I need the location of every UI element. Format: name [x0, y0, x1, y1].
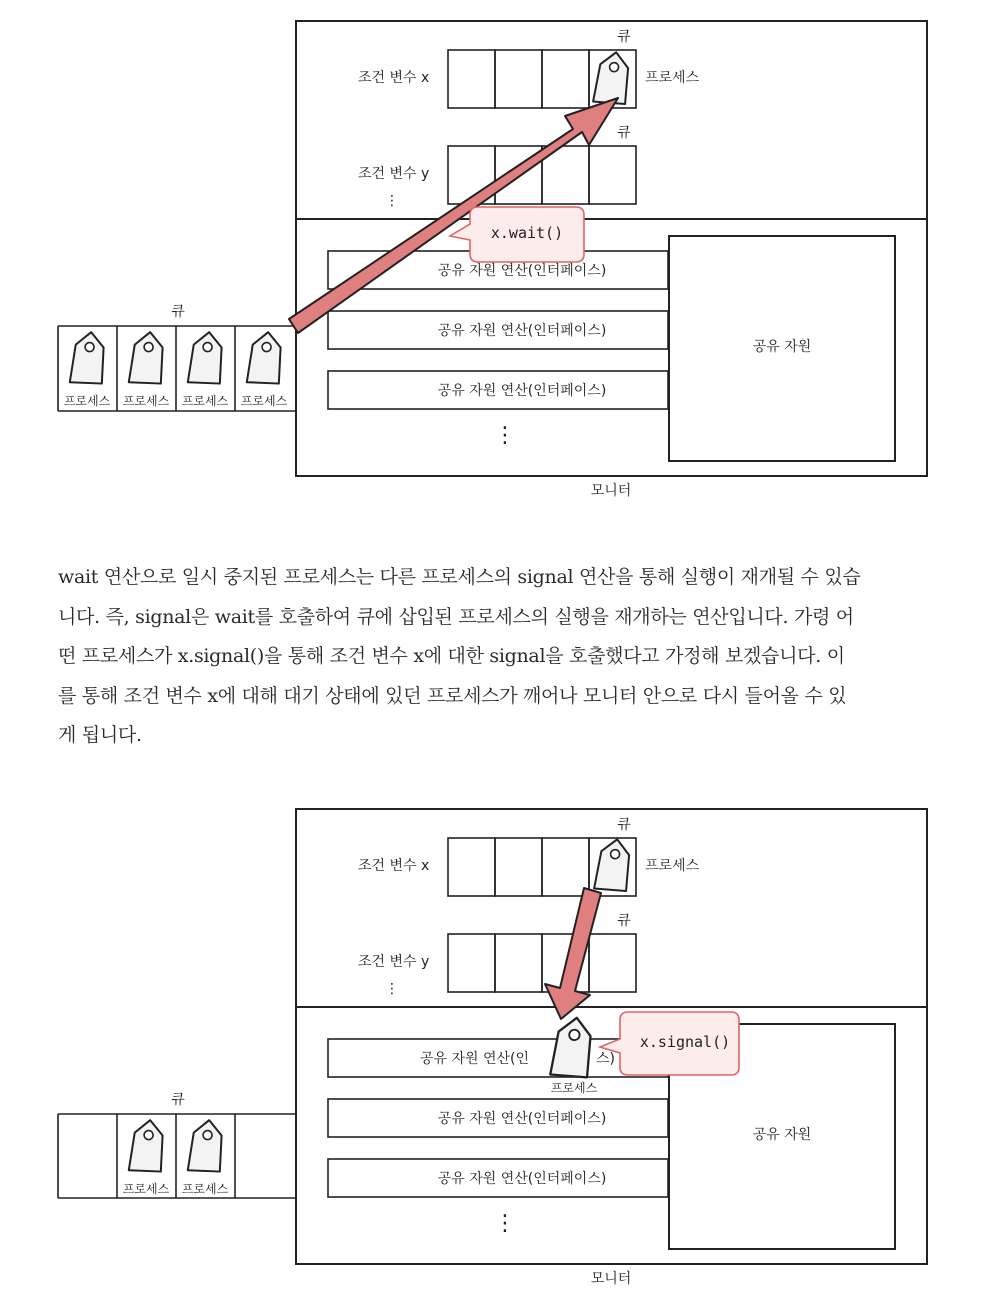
- paragraph-line: wait 연산으로 일시 중지된 프로세스는 다른 프로세스의 signal 연산을 통해 실행이 재개될 수 있습: [58, 566, 861, 588]
- process-label: 프로세스: [122, 1182, 170, 1196]
- paragraph-line: 게 됩니다.: [58, 724, 142, 746]
- signal-arrow: [545, 888, 601, 1019]
- monitor-label: 모니터: [590, 483, 632, 499]
- cv-vertical-dots: ⋮: [385, 193, 399, 209]
- cv-x-process-tag: [594, 837, 633, 893]
- paragraph-line: 니다. 즉, signal은 wait를 호출하여 큐에 삽입된 프로세스의 실행을 재개하는 연산입니다. 가령 어: [58, 605, 854, 628]
- entry-queue-label: 큐: [171, 1092, 185, 1108]
- cv-y-queue-label: 큐: [617, 125, 631, 141]
- process-label: 프로세스: [122, 394, 170, 408]
- cv-x-queue-label: 큐: [617, 29, 631, 45]
- interface-label: 공유 자원 연산(인: [420, 1051, 530, 1067]
- wait-callout-text: x.wait(): [490, 224, 564, 242]
- cv-y-queue-label: 큐: [617, 913, 631, 929]
- cv-x-queue-label: 큐: [617, 817, 631, 833]
- cv-x-process-tag: [593, 50, 632, 106]
- cv-y-label: 조건 변수 y: [358, 166, 430, 182]
- monitor-diagram-wait: [0, 0, 1002, 510]
- signal-callout-text: x.signal(): [639, 1033, 731, 1051]
- process-tag: [188, 330, 225, 385]
- cv-x-label: 조건 변수 x: [358, 858, 430, 874]
- process-label: 프로세스: [181, 1182, 229, 1196]
- process-tag: [129, 330, 166, 385]
- paragraph-line: 를 통해 조건 변수 x에 대해 대기 상태에 있던 프로세스가 깨어나 모니터 안으로 다시 들어올 수 있: [58, 684, 847, 707]
- shared-resource-label: 공유 자원: [752, 339, 812, 355]
- entry-queue: [58, 1114, 296, 1198]
- process-tag: [70, 330, 107, 385]
- interface-label: 스): [596, 1051, 615, 1067]
- interface-dots: ⋮: [494, 1211, 516, 1236]
- interface-label: 공유 자원 연산(인터페이스): [437, 1111, 607, 1127]
- interface-label: 공유 자원 연산(인터페이스): [437, 383, 607, 399]
- process-label: 프로세스: [240, 394, 288, 408]
- cv-x-process-label: 프로세스: [645, 858, 700, 874]
- woken-process-label: 프로세스: [550, 1081, 598, 1095]
- interface-dots: ⋮: [494, 423, 516, 448]
- shared-resource-label: 공유 자원: [752, 1127, 812, 1143]
- process-label: 프로세스: [181, 394, 229, 408]
- cv-y-label: 조건 변수 y: [358, 954, 430, 970]
- interface-label: 공유 자원 연산(인터페이스): [437, 323, 607, 339]
- interface-label: 공유 자원 연산(인터페이스): [437, 1171, 607, 1187]
- process-tag: [247, 330, 284, 385]
- explanation-paragraph: [58, 558, 928, 756]
- cv-vertical-dots: ⋮: [385, 981, 399, 997]
- process-label: 프로세스: [63, 394, 111, 408]
- cv-x-label: 조건 변수 x: [358, 70, 430, 86]
- process-tag: [129, 1118, 166, 1173]
- woken-process-tag: [550, 1015, 595, 1079]
- process-tag: [188, 1118, 225, 1173]
- cv-y-queue: [448, 934, 636, 992]
- monitor-label: 모니터: [590, 1271, 632, 1287]
- monitor-diagram-signal: [0, 797, 1002, 1307]
- interface-label: 공유 자원 연산(인터페이스): [437, 263, 607, 279]
- cv-x-process-label: 프로세스: [645, 70, 700, 86]
- paragraph-line: 떤 프로세스가 x.signal()을 통해 조건 변수 x에 대한 signal을 호출했다고 가정해 보겠습니다. 이: [58, 645, 845, 667]
- entry-queue-label: 큐: [171, 304, 185, 320]
